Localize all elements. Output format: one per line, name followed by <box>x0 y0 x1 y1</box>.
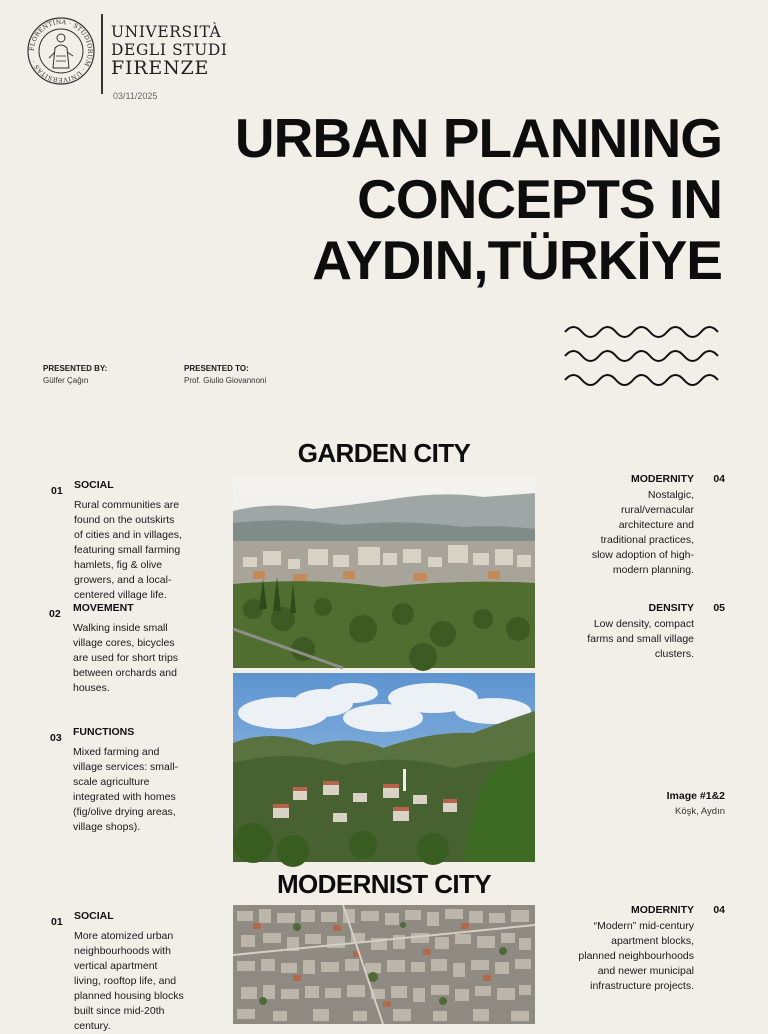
garden-city-title: GARDEN CITY <box>297 438 471 468</box>
item-text <box>520 919 694 994</box>
modernist-item-social <box>51 910 216 1034</box>
modernist-item-modernity <box>520 904 725 994</box>
svg-text:FLORENTINA · STUDIORUM · UNIVE: FLORENTINA · STUDIORUM · UNIVERSITAS · <box>28 18 94 84</box>
item-line: living, rooftop life, and <box>74 975 177 987</box>
presented-by-name: Gülfer Çağın <box>43 376 89 385</box>
title-line-1: URBAN PLANNING <box>234 107 722 169</box>
item-text <box>73 621 214 696</box>
item-line: architecture and <box>618 519 694 531</box>
item-heading: MODERNITY <box>631 473 694 485</box>
item-line: scale agriculture <box>73 776 150 788</box>
title-line-3: AYDIN,TÜRKİYE <box>312 229 722 291</box>
item-number: 05 <box>713 602 725 614</box>
item-line: planned housing blocks <box>74 990 184 1002</box>
item-heading: MOVEMENT <box>73 602 134 614</box>
item-line: integrated with homes <box>73 791 176 803</box>
item-line: vertical apartment <box>74 960 158 972</box>
image-caption-block <box>560 790 725 817</box>
item-line: houses. <box>73 682 110 694</box>
item-line: and newer municipal <box>597 965 694 977</box>
item-line: are used for short trips <box>73 652 179 664</box>
presented-to <box>184 364 266 385</box>
item-line: rural/vernacular <box>621 504 694 516</box>
presented-to-name: Prof. Giulio Giovannoni <box>184 376 267 385</box>
item-line: Low density, compact <box>593 618 694 630</box>
university-line-2: DEGLI STUDI <box>111 41 228 59</box>
item-line: featuring small farming <box>74 544 181 556</box>
wave-decoration <box>563 320 728 390</box>
presented-to-label: PRESENTED TO: <box>184 364 249 373</box>
item-line: slow adoption of high- <box>591 549 694 561</box>
item-text <box>73 745 215 835</box>
item-line: modern planning. <box>612 564 694 576</box>
image-caption: Image #1&2 <box>666 790 725 802</box>
item-line: hamlets, fig & olive <box>74 559 163 571</box>
item-line: infrastructure projects. <box>590 980 694 992</box>
item-heading: DENSITY <box>648 602 694 614</box>
garden-item-functions <box>50 726 215 835</box>
item-line: Walking inside small <box>73 622 168 634</box>
item-line: Nostalgic, <box>647 489 694 501</box>
item-line: village services: small- <box>73 761 179 773</box>
item-line: Mixed farming and <box>73 746 160 758</box>
item-line: Rural communities are <box>74 499 180 511</box>
item-number: 03 <box>50 732 62 744</box>
item-line: village cores, bicycles <box>73 637 175 649</box>
item-line: between orchards and <box>73 667 177 679</box>
item-heading: FUNCTIONS <box>73 726 135 738</box>
university-name <box>111 23 228 77</box>
town-panorama-photo <box>233 479 535 668</box>
item-number: 04 <box>713 904 725 916</box>
image-location: Köşk, Aydın <box>675 806 725 817</box>
garden-item-social <box>51 479 211 603</box>
item-line: century. <box>74 1020 111 1032</box>
item-text <box>520 488 694 578</box>
item-line: centered village life. <box>74 589 167 601</box>
item-line: built since mid-20th <box>74 1005 165 1017</box>
presented-by-label: PRESENTED BY: <box>43 364 108 373</box>
presented-by <box>43 364 107 385</box>
item-line: neighbourhoods with <box>74 945 171 957</box>
page-title <box>122 108 722 291</box>
item-line: traditional practices, <box>600 534 694 546</box>
item-heading: SOCIAL <box>74 910 114 922</box>
item-line: growers, and a local- <box>74 574 172 586</box>
item-number: 04 <box>713 473 725 485</box>
item-number: 01 <box>51 485 63 497</box>
item-line: found on the outskirts <box>74 514 175 526</box>
item-line: apartment blocks, <box>611 935 694 947</box>
university-line-3: FIRENZE <box>111 57 210 79</box>
item-line: More atomized urban <box>74 930 174 942</box>
item-text <box>74 498 211 603</box>
item-number: 01 <box>51 916 63 928</box>
item-line: village shops). <box>73 821 141 833</box>
item-line: “Modern” mid-century <box>593 920 694 932</box>
item-line: farms and small village <box>587 633 694 645</box>
date-label: 03/11/2025 <box>113 91 158 101</box>
garden-item-modernity <box>520 473 725 578</box>
item-line: (fig/olive drying areas, <box>73 806 176 818</box>
item-line: of cities and in villages, <box>74 529 182 541</box>
university-line-1: UNIVERSITÀ <box>111 23 222 41</box>
logo-divider <box>101 14 103 94</box>
garden-item-density <box>520 602 725 662</box>
item-text <box>74 929 216 1034</box>
item-heading: SOCIAL <box>74 479 114 491</box>
item-text <box>520 617 694 662</box>
garden-item-movement <box>49 602 214 696</box>
item-line: planned neighbourhoods <box>578 950 694 962</box>
item-heading: MODERNITY <box>631 904 694 916</box>
aerial-city-photo <box>233 905 535 1024</box>
university-seal-logo <box>26 16 96 86</box>
item-line: clusters. <box>654 648 694 660</box>
title-line-2: CONCEPTS IN <box>357 168 722 230</box>
modernist-city-title: MODERNIST CITY <box>276 869 492 899</box>
village-hills-photo <box>233 673 535 862</box>
item-number: 02 <box>49 608 61 620</box>
